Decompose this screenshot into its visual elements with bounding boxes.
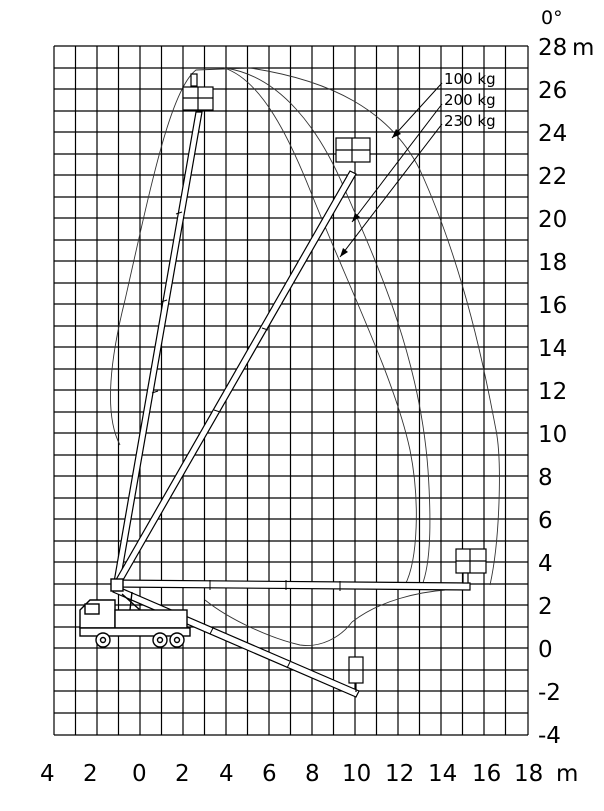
y-tick: 10 (538, 422, 568, 448)
x-tick: 18 (514, 761, 544, 787)
y-tick: 18 (538, 250, 568, 276)
y-tick: -4 (538, 723, 561, 749)
x-unit: m (556, 761, 579, 787)
y-tick: 12 (538, 379, 568, 405)
boom-positions (113, 112, 470, 697)
boom-downward (113, 586, 359, 697)
x-axis (40, 761, 578, 787)
y-tick: 26 (538, 78, 568, 104)
y-tick: 28 (538, 35, 568, 61)
y-tick: 8 (538, 465, 553, 491)
y-tick: 0 (538, 637, 553, 663)
y-unit: m (572, 35, 595, 61)
y-tick: 22 (538, 164, 568, 190)
x-tick: 2 (83, 761, 98, 787)
y-axis (538, 35, 594, 749)
basket-downward (349, 657, 363, 692)
y-tick: 2 (538, 594, 553, 620)
x-tick: 12 (385, 761, 415, 787)
x-tick: 2 (175, 761, 190, 787)
x-tick: 4 (219, 761, 234, 787)
legend-entry-100kg: 100 kg (444, 70, 496, 88)
basket-diagonal (336, 138, 370, 162)
x-tick: 10 (342, 761, 372, 787)
rotation-label: 0° (541, 7, 563, 29)
basket-horizontal (456, 549, 486, 583)
boom-horizontal (114, 580, 470, 590)
y-tick: 24 (538, 121, 568, 147)
legend-entry-230kg: 230 kg (444, 112, 496, 130)
x-tick: 8 (305, 761, 320, 787)
y-tick: 20 (538, 207, 568, 233)
y-tick: 14 (538, 336, 568, 362)
x-tick: 6 (262, 761, 277, 787)
y-tick: 4 (538, 551, 553, 577)
y-tick: 6 (538, 508, 553, 534)
x-tick: 16 (472, 761, 502, 787)
envelope-200kg (224, 68, 430, 590)
legend-entry-200kg: 200 kg (444, 91, 496, 109)
y-tick: 16 (538, 293, 568, 319)
y-tick: -2 (538, 680, 561, 706)
legend (444, 70, 496, 130)
x-tick: 14 (428, 761, 458, 787)
x-tick: 4 (40, 761, 55, 787)
x-tick: 0 (132, 761, 147, 787)
